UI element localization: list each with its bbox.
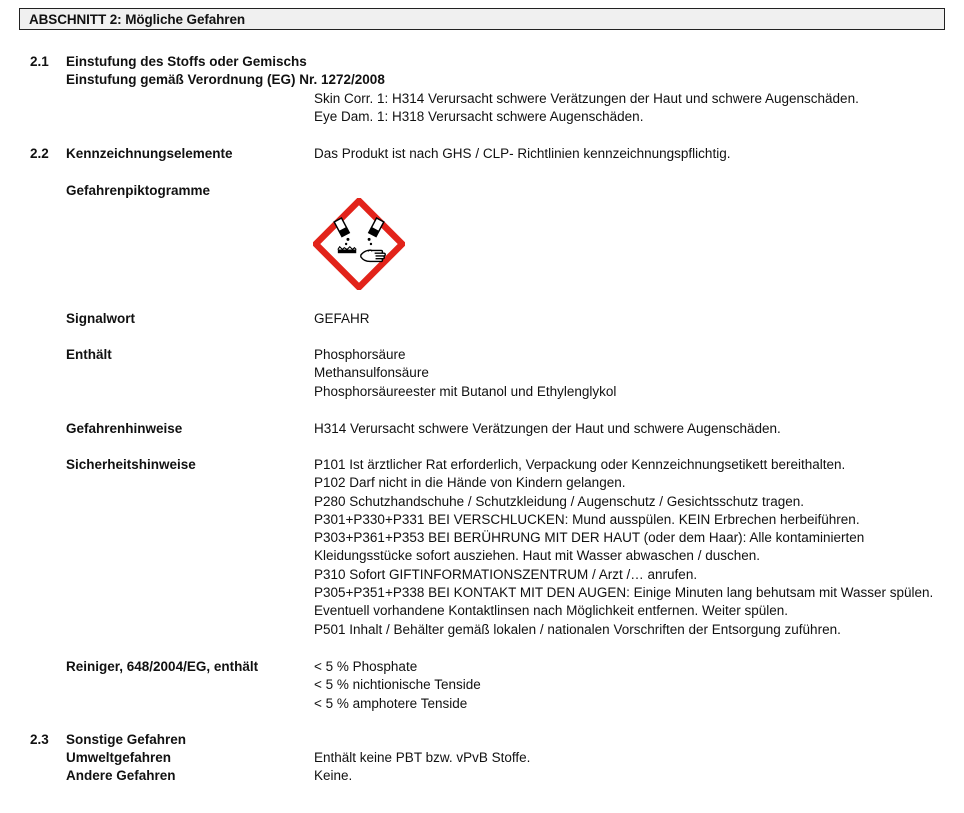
environmental-hazards-value: Enthält keine PBT bzw. vPvB Stoffe. — [314, 750, 531, 765]
section-2-2-title: Kennzeichnungselemente — [66, 146, 233, 161]
classification-line: Skin Corr. 1: H314 Verursacht schwere Verätzungen der Haut und schwere Augenschäden. — [314, 91, 859, 106]
section-header: ABSCHNITT 2: Mögliche Gefahren — [19, 8, 945, 30]
contains-label: Enthält — [66, 347, 112, 362]
section-2-1-title: Einstufung des Stoffs oder Gemischs — [66, 54, 307, 69]
precaution-line: P305+P351+P338 BEI KONTAKT MIT DEN AUGEN: Einige Minuten lang behutsam mit Wasser spülen. — [314, 585, 934, 601]
precaution-line: P102 Darf nicht in die Hände von Kindern gelangen. — [314, 475, 626, 491]
section-2-2-number: 2.2 — [30, 146, 49, 161]
other-hazards-label: Andere Gefahren — [66, 768, 176, 783]
precaution-line: P280 Schutzhandschuhe / Schutzkleidung / Augenschutz / Gesichtsschutz tragen. — [314, 493, 805, 509]
detergent-item: < 5 % Phosphate — [314, 659, 418, 674]
signal-word-value: GEFAHR — [314, 311, 370, 326]
section-2-1-subtitle: Einstufung gemäß Verordnung (EG) Nr. 1272/2008 — [66, 72, 385, 87]
precautionary-statements-label: Sicherheitshinweise — [66, 457, 196, 472]
section-2-1-number: 2.1 — [30, 54, 49, 69]
other-hazards-value: Keine. — [314, 768, 353, 783]
classification-line: Eye Dam. 1: H318 Verursacht schwere Augenschäden. — [314, 109, 644, 125]
contains-item: Phosphorsäureester mit Butanol und Ethylenglykol — [314, 383, 617, 399]
contains-list — [314, 346, 616, 401]
section-2-3-number: 2.3 — [30, 732, 49, 747]
precaution-line: P310 Sofort GIFTINFORMATIONSZENTRUM / Arzt /… anrufen. — [314, 566, 698, 582]
detergent-label: Reiniger, 648/2004/EG, enthält — [66, 659, 259, 674]
contains-item: Phosphorsäure — [314, 347, 406, 362]
detergent-item: < 5 % nichtionische Tenside — [314, 677, 481, 693]
precaution-line: P501 Inhalt / Behälter gemäß lokalen / nationalen Vorschriften der Entsorgung zuführen. — [314, 621, 841, 637]
environmental-hazards-label: Umweltgefahren — [66, 750, 172, 765]
precaution-line: P303+P361+P353 BEI BERÜHRUNG MIT DER HAUT (oder dem Haar): Alle kontaminierten — [314, 530, 865, 546]
hazard-statement: H314 Verursacht schwere Verätzungen der Haut und schwere Augenschäden. — [314, 421, 781, 436]
detergent-list — [314, 658, 481, 713]
contains-item: Methansulfonsäure — [314, 365, 429, 381]
hazard-statements-label: Gefahrenhinweise — [66, 421, 183, 436]
pictograms-label: Gefahrenpiktogramme — [66, 183, 211, 198]
precaution-line: P301+P330+P331 BEI VERSCHLUCKEN: Mund ausspülen. KEIN Erbrechen herbeiführen. — [314, 511, 860, 527]
section-2-3-title: Sonstige Gefahren — [66, 732, 187, 747]
precaution-line: Eventuell vorhandene Kontaktlinsen nach Möglichkeit entfernen. Weiter spülen. — [314, 603, 789, 619]
precautionary-statements-list — [314, 456, 933, 639]
detergent-item: < 5 % amphotere Tenside — [314, 695, 468, 711]
classification-list — [314, 90, 859, 127]
precaution-line: P101 Ist ärztlicher Rat erforderlich, Verpackung oder Kennzeichnungsetikett bereithalten. — [314, 457, 846, 472]
precaution-line: Kleidungsstücke sofort ausziehen. Haut mit Wasser abwaschen / duschen. — [314, 548, 760, 564]
labelling-requirement: Das Produkt ist nach GHS / CLP- Richtlinien kennzeichnungspflichtig. — [314, 146, 731, 161]
ghs05-corrosion-icon — [313, 198, 405, 290]
signal-word-label: Signalwort — [66, 311, 136, 326]
